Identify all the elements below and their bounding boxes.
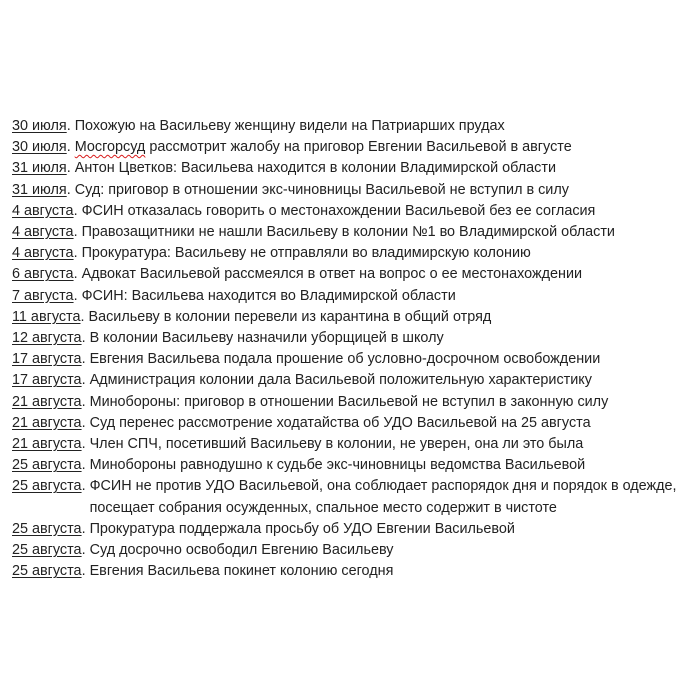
timeline-entry: 21 августа . Член СПЧ, посетивший Васильеву в колонии, не уверен, она ли это была (12, 434, 696, 455)
entry-headline: рассмотрит жалобу на приговор Евгении Васильевой в августе (145, 139, 572, 156)
timeline-entry: 6 августа . Адвокат Васильевой рассмеялся в ответ на вопрос о ее местонахождении (12, 264, 696, 285)
entry-headline: Суд перенес рассмотрение ходатайства об УДО Васильевой на 25 августа (89, 414, 591, 431)
entry-headline: Минобороны равнодушно к судьбе экс-чиновницы ведомства Васильевой (89, 457, 586, 474)
entry-headline: Похожую на Васильеву женщину видели на Патриарших прудах (74, 118, 505, 134)
timeline-entry: 25 августа . Минобороны равнодушно к судьбе экс-чиновницы ведомства Васильевой (12, 455, 696, 476)
entry-headline: Минобороны: приговор в отношении Васильевой не вступил в законную силу (89, 393, 609, 410)
entry-date-link[interactable]: 11 августа (12, 308, 81, 325)
entry-headline: ФСИН не против УДО Васильевой, она соблюдает распорядок дня и порядок в одежде, посещает собрания осужденных, спальное место содержит в чистоте (89, 478, 677, 516)
entry-date-link[interactable]: 21 августа (12, 393, 82, 410)
timeline-entry: 21 августа . Суд перенес рассмотрение ходатайства об УДО Васильевой на 25 августа (12, 413, 696, 434)
entry-headline-container (75, 137, 696, 158)
entry-headline: ФСИН отказалась говорить о местонахождении Васильевой без ее согласия (81, 202, 596, 219)
timeline-entry: 4 августа . Правозащитники не нашли Васильеву в колонии №1 во Владимирской области (12, 222, 696, 243)
entry-headline: Прокуратура: Васильеву не отправляли во владимирскую колонию (81, 245, 531, 262)
entry-date-link[interactable]: 7 августа (12, 287, 74, 304)
entry-date-link[interactable]: 31 июля (12, 181, 67, 198)
entry-date-link[interactable]: 25 августа (12, 542, 82, 559)
entry-headline: Адвокат Васильевой рассмеялся в ответ на вопрос о ее местонахождении (81, 266, 583, 283)
entry-date-link[interactable]: 17 августа (12, 351, 82, 368)
news-timeline (12, 116, 696, 582)
timeline-entry: 12 августа . В колонии Васильеву назначили уборщицей в школу (12, 328, 696, 349)
entry-headline: Евгения Васильева подала прошение об условно-досрочном освобождении (89, 351, 601, 368)
timeline-entry: 7 августа . ФСИН: Васильева находится во Владимирской области (12, 286, 696, 307)
timeline-entry: 4 августа . ФСИН отказалась говорить о местонахождении Васильевой без ее согласия (12, 201, 696, 222)
entry-date-link[interactable]: 25 августа (12, 457, 82, 474)
timeline-entry: 4 августа . Прокуратура: Васильеву не отправляли во владимирскую колонию (12, 243, 696, 264)
entry-date-link[interactable]: 17 августа (12, 372, 82, 389)
entry-headline: Суд: приговор в отношении экс-чиновницы Васильевой не вступил в силу (74, 181, 569, 198)
entry-date-link[interactable]: 25 августа (12, 520, 82, 537)
timeline-entry: 17 августа . Администрация колонии дала Васильевой положительную характеристику (12, 370, 696, 391)
timeline-entry: 17 августа . Евгения Васильева подала прошение об условно-досрочном освобождении (12, 349, 696, 370)
timeline-entry: 31 июля . Антон Цветков: Васильева находится в колонии Владимирской области (12, 158, 696, 179)
entry-headline: Евгения Васильева покинет колонию сегодня (89, 563, 394, 580)
entry-headline: Антон Цветков: Васильева находится в колонии Владимирской области (74, 160, 556, 177)
timeline-entry: 30 июля . Мосгорсуд рассмотрит жалобу на приговор Евгении Васильевой в августе (12, 137, 696, 158)
timeline-entry: 25 августа . Евгения Васильева покинет колонию сегодня (12, 561, 696, 582)
entry-date-link[interactable]: 21 августа (12, 436, 82, 453)
spellcheck-highlight: Мосгорсуд (74, 139, 146, 156)
entry-date-link[interactable]: 31 июля (12, 160, 67, 177)
entry-date-link[interactable]: 6 августа (12, 266, 74, 283)
timeline-entry: 25 августа . ФСИН не против УДО Васильевой, она соблюдает распорядок дня и порядок в одежде, посещает собрания осужденных, спальное место содержит в чистоте (12, 476, 696, 518)
entry-date-link[interactable]: 4 августа (12, 202, 74, 219)
entry-headline: Васильеву в колонии перевели из карантина в общий отряд (88, 308, 492, 325)
entry-date-link[interactable]: 30 июля (12, 139, 67, 156)
timeline-entry: 30 июля . Похожую на Васильеву женщину видели на Патриарших прудах (12, 116, 696, 137)
entry-date-link[interactable]: 4 августа (12, 224, 74, 241)
entry-headline: Администрация колонии дала Васильевой положительную характеристику (89, 372, 592, 389)
entry-date-link[interactable]: 12 августа (12, 330, 82, 347)
timeline-entry: 25 августа . Суд досрочно освободил Евгению Васильеву (12, 540, 696, 561)
entry-headline: ФСИН: Васильева находится во Владимирской области (81, 287, 456, 304)
timeline-entry: 25 августа . Прокуратура поддержала просьбу об УДО Евгении Васильевой (12, 519, 696, 540)
entry-date-link[interactable]: 4 августа (12, 245, 74, 262)
entry-date-link[interactable]: 25 августа (12, 478, 82, 495)
entry-headline: Прокуратура поддержала просьбу об УДО Евгении Васильевой (89, 520, 515, 537)
entry-date-link[interactable]: 25 августа (12, 563, 82, 580)
entry-headline: Правозащитники не нашли Васильеву в колонии №1 во Владимирской области (81, 224, 615, 241)
entry-date-link[interactable]: 21 августа (12, 414, 82, 431)
entry-headline: В колонии Васильеву назначили уборщицей в школу (89, 330, 444, 347)
timeline-entry: 11 августа . Васильеву в колонии перевели из карантина в общий отряд (12, 307, 696, 328)
entry-date-link[interactable]: 30 июля (12, 118, 67, 134)
entry-headline: Суд досрочно освободил Евгению Васильеву (89, 542, 394, 559)
entry-headline: Член СПЧ, посетивший Васильеву в колонии, не уверен, она ли это была (89, 436, 584, 453)
timeline-entry: 31 июля . Суд: приговор в отношении экс-чиновницы Васильевой не вступил в силу (12, 180, 696, 201)
timeline-entry: 21 августа . Минобороны: приговор в отношении Васильевой не вступил в законную силу (12, 392, 696, 413)
